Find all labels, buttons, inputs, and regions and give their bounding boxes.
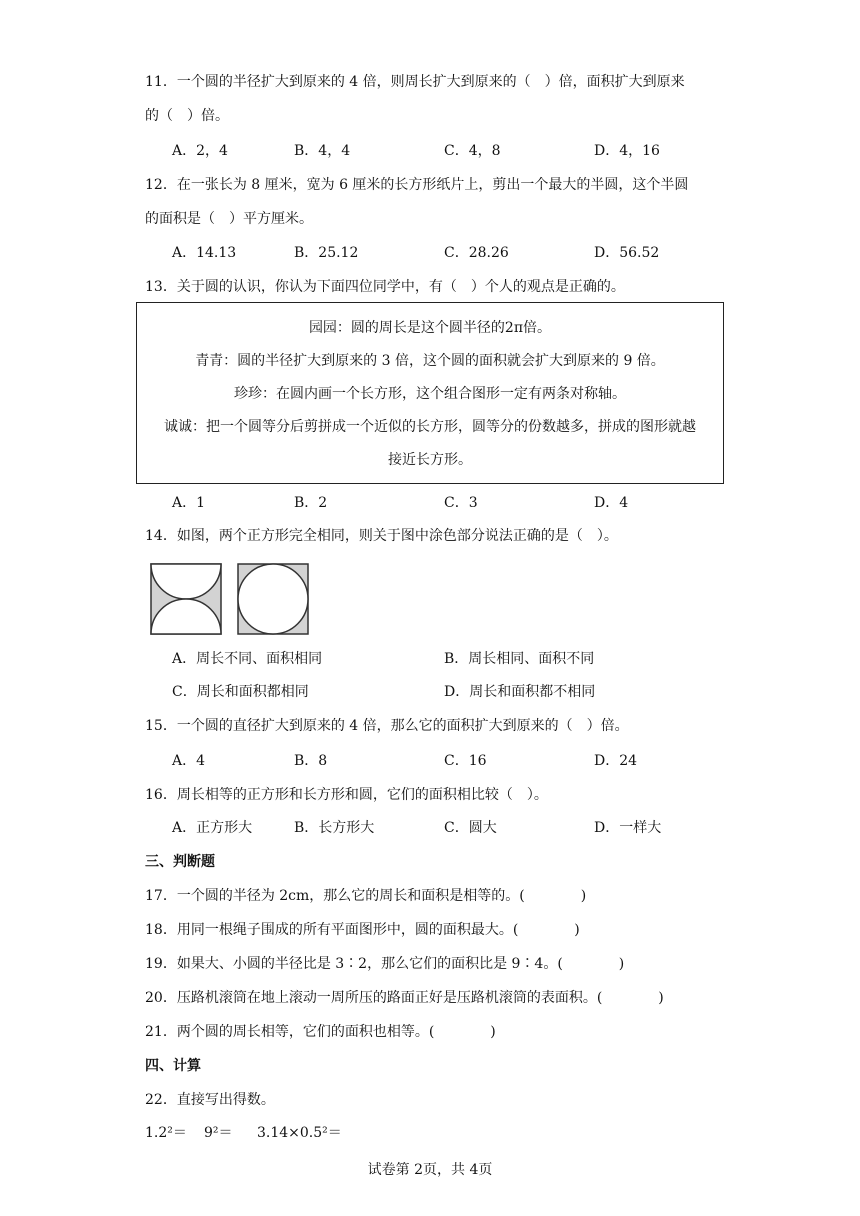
q15-option-a: A．4 xyxy=(172,753,206,769)
judge-item-21: 21．两个圆的周长相等，它们的面积也相等。( ) xyxy=(145,1024,496,1040)
q11-text-line2: 的（ ）倍。 xyxy=(145,108,229,124)
q11-option-a: A．2，4 xyxy=(172,143,228,159)
judge-item-17: 17．一个圆的半径为 2cm，那么它的周长和面积是相等的。( ) xyxy=(145,888,587,904)
section-heading-calculation: 四、计算 xyxy=(145,1058,201,1074)
q12-option-a: A．14.13 xyxy=(172,245,237,261)
q13-text-line1: 13．关于圆的认识，你认为下面四位同学中，有（ ）个人的观点是正确的。 xyxy=(145,279,625,295)
q12-option-d: D．56.52 xyxy=(594,245,660,261)
q13-statement-yuanyuan: 园园：圆的周长是这个圆半径的2π倍。 xyxy=(308,320,552,336)
q22-item-3: 3.14×0.5²＝ xyxy=(257,1125,342,1141)
q16-option-a: A．正方形大 xyxy=(172,820,253,836)
q15-option-b: B．8 xyxy=(294,753,328,769)
judge-item-19: 19．如果大、小圆的半径比是 3∶2，那么它们的面积比是 9∶4。( ) xyxy=(145,956,625,972)
q13-option-c: C．3 xyxy=(444,495,478,511)
q13-statement-chengcheng: 诚诚：把一个圆等分后剪拼成一个近似的长方形，圆等分的份数越多，拼成的图形就越 xyxy=(164,419,696,435)
q13-option-d: D．4 xyxy=(594,495,629,511)
q14-figure-right xyxy=(237,563,309,635)
q14-figure-left xyxy=(150,563,222,635)
q12-option-b: B．25.12 xyxy=(294,245,359,261)
q13-statement-qingqing: 青青：圆的半径扩大到原来的 3 倍，这个圆的面积就会扩大到原来的 9 倍。 xyxy=(195,353,665,369)
q12-text-line2: 的面积是（ ）平方厘米。 xyxy=(145,211,313,227)
q22-text-line1: 22．直接写出得数。 xyxy=(145,1092,275,1108)
q15-text-line1: 15．一个圆的直径扩大到原来的 4 倍，那么它的面积扩大到原来的（ ）倍。 xyxy=(145,718,629,734)
page-footer: 试卷第 2页，共 4页 xyxy=(367,1162,493,1178)
q16-text-line1: 16．周长相等的正方形和长方形和圆，它们的面积相比较（ ）。 xyxy=(145,787,548,803)
q16-option-b: B．长方形大 xyxy=(294,820,375,836)
q14-option-b: B．周长相同、面积不同 xyxy=(444,651,595,667)
q13-statement-box xyxy=(136,302,724,484)
q14-text-line1: 14．如图，两个正方形完全相同，则关于图中涂色部分说法正确的是（ ）。 xyxy=(145,528,618,544)
q14-option-d: D．周长和面积都不相同 xyxy=(444,684,596,700)
q13-option-b: B．2 xyxy=(294,495,328,511)
q16-option-c: C．圆大 xyxy=(444,820,497,836)
q11-option-b: B．4，4 xyxy=(294,143,351,159)
q12-option-c: C．28.26 xyxy=(444,245,509,261)
q13-statement-chengcheng-cont: 接近长方形。 xyxy=(388,452,472,468)
q16-option-d: D．一样大 xyxy=(594,820,662,836)
judge-item-18: 18．用同一根绳子围成的所有平面图形中，圆的面积最大。( ) xyxy=(145,922,580,938)
q13-statement-zhenzhen: 珍珍：在圆内画一个长方形，这个组合图形一定有两条对称轴。 xyxy=(234,386,626,402)
q13-option-a: A．1 xyxy=(172,495,206,511)
q12-text-line1: 12．在一张长为 8 厘米，宽为 6 厘米的长方形纸片上，剪出一个最大的半圆，这个半圆 xyxy=(145,177,689,193)
judge-item-20: 20．压路机滚筒在地上滚动一周所压的路面正好是压路机滚筒的表面积。( ) xyxy=(145,990,664,1006)
q14-right-circle xyxy=(238,564,308,634)
section-heading-judgement: 三、判断题 xyxy=(145,854,215,870)
q22-item-1: 1.2²＝ xyxy=(145,1125,187,1141)
q15-option-c: C．16 xyxy=(444,753,487,769)
q15-option-d: D．24 xyxy=(594,753,638,769)
q22-item-2: 9²＝ xyxy=(204,1125,233,1141)
q11-option-c: C．4，8 xyxy=(444,143,501,159)
q14-option-a: A．周长不同、面积相同 xyxy=(172,651,323,667)
q14-option-c: C．周长和面积都相同 xyxy=(172,684,309,700)
q11-option-d: D．4，16 xyxy=(594,143,660,159)
q11-text-line1: 11．一个圆的半径扩大到原来的 4 倍，则周长扩大到原来的（ ）倍，面积扩大到原来 xyxy=(145,74,685,90)
